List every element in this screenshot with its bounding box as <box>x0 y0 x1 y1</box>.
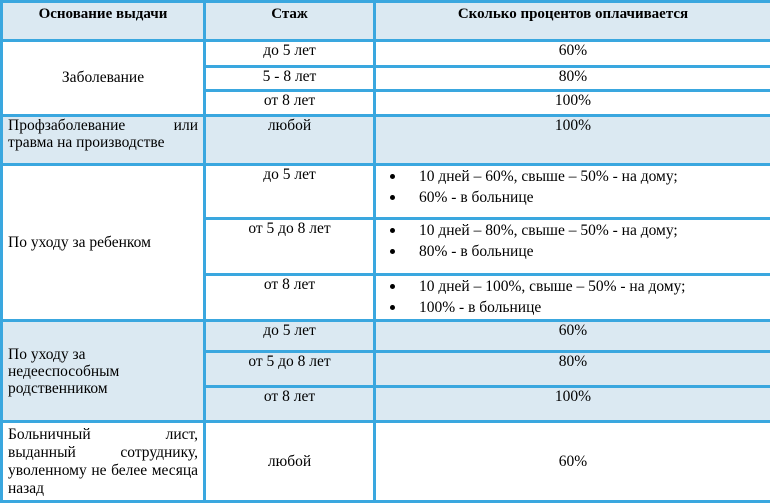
stazh-cell: от 5 до 8 лет <box>205 352 375 387</box>
pay-cell: 80% <box>375 352 770 387</box>
stazh-cell: от 8 лет <box>205 386 375 421</box>
table-row <box>2 321 770 352</box>
table-row <box>2 41 770 67</box>
pay-cell: 100% <box>375 386 770 421</box>
stazh-cell: до 5 лет <box>205 165 375 218</box>
pay-cell <box>375 275 770 321</box>
table-row <box>2 165 770 218</box>
pay-cell: 80% <box>375 66 770 91</box>
stazh-cell: любой <box>205 421 375 501</box>
header-basis: Основание выдачи <box>2 2 205 41</box>
header-percent: Сколько процентов оплачивается <box>375 2 770 41</box>
basis-illness: Заболевание <box>2 41 205 116</box>
pay-cell: 60% <box>375 321 770 352</box>
table-row <box>2 421 770 501</box>
list-item: 60% - в больнице <box>419 187 765 208</box>
stazh-cell: от 8 лет <box>205 91 375 116</box>
basis-occupational-line2: травма на производстве <box>8 133 165 151</box>
stazh-cell: от 5 до 8 лет <box>205 218 375 274</box>
basis-dismissed: Больничный лист, выданный сотруднику, уволенному не белее месяца назад <box>2 421 205 501</box>
list-item: 100% - в больнице <box>419 297 765 318</box>
header-row <box>2 2 770 41</box>
pay-list <box>381 220 765 262</box>
basis-occupational <box>2 115 205 164</box>
pay-cell <box>375 218 770 274</box>
pay-list <box>381 166 765 208</box>
table-row <box>2 115 770 164</box>
pay-cell: 60% <box>375 421 770 501</box>
list-item: 80% - в больнице <box>419 241 765 262</box>
list-item: 10 дней – 80%, свыше – 50% - на дому; <box>419 220 765 241</box>
stazh-cell: до 5 лет <box>205 321 375 352</box>
basis-occupational-line1: Профзаболевание или <box>8 116 198 134</box>
stazh-cell: 5 - 8 лет <box>205 66 375 91</box>
stazh-cell: любой <box>205 115 375 164</box>
list-item: 10 дней – 100%, свыше – 50% - на дому; <box>419 276 765 297</box>
pay-list <box>381 276 765 318</box>
stazh-cell: от 8 лет <box>205 275 375 321</box>
basis-child-care: По уходу за ребенком <box>2 165 205 321</box>
pay-cell: 60% <box>375 41 770 67</box>
basis-relative-care: По уходу за недееспособным родственником <box>2 321 205 422</box>
pay-cell <box>375 165 770 218</box>
stazh-cell: до 5 лет <box>205 41 375 67</box>
header-stazh: Стаж <box>205 2 375 41</box>
pay-cell: 100% <box>375 91 770 116</box>
list-item: 10 дней – 60%, свыше – 50% - на дому; <box>419 166 765 187</box>
pay-cell: 100% <box>375 115 770 164</box>
